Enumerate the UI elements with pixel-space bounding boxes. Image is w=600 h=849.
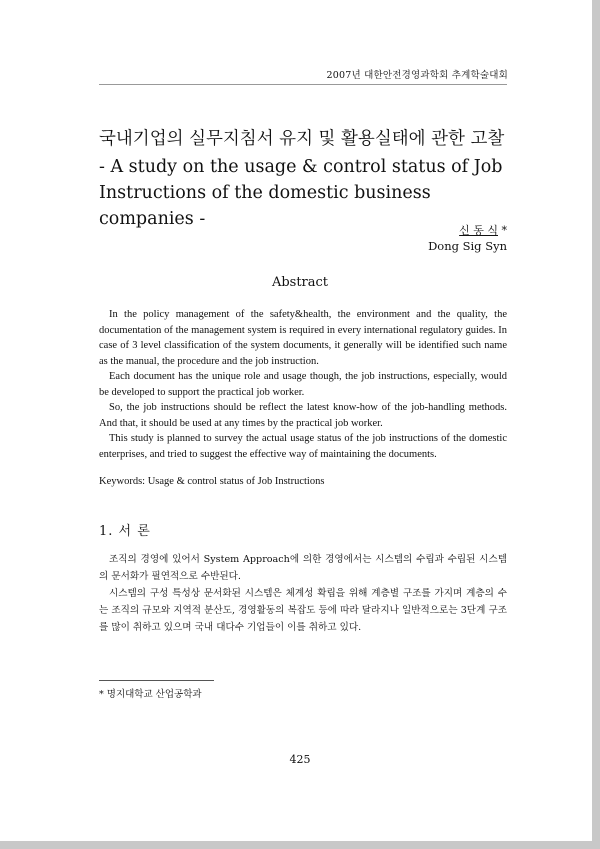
page-frame-bottom	[0, 841, 600, 849]
abstract-heading: Abstract	[271, 275, 329, 290]
title-english-line1: - A study on the usage & control status of Job	[99, 157, 503, 177]
author-korean	[459, 222, 507, 238]
footnote: * 명지대학교 산업공학과	[99, 689, 202, 700]
abstract-paragraph: This study is planned to survey the actual usage status of the job instructions of the domestic enterprises, and tried to suggest the effective way of maintaining the documents.	[99, 433, 507, 460]
abstract-paragraph: Each document has the unique role and usage though, the job instructions, especially, would be developed to support the practical job worker.	[99, 371, 507, 398]
footnote-rule	[99, 680, 214, 681]
page-number: 425	[289, 753, 311, 766]
conference-header: 2007년 대한안전경영과학회 추계학술대회	[326, 70, 508, 81]
author-footnote-marker: *	[501, 224, 507, 237]
abstract-paragraph: In the policy management of the safety&health, the environment and the quality, the documentation of the management system is required in every international regulatory guides. In case of 3 level classification of the system documents, it generally will be identified such name as the manual, the procedure and the job instruction.	[99, 309, 507, 367]
title-english-line2: Instructions of the domestic business companies -	[99, 183, 431, 229]
header-rule	[99, 84, 507, 85]
section-body	[99, 551, 507, 636]
abstract-body	[99, 307, 507, 462]
section-heading: 1. 서 론	[99, 524, 151, 539]
body-paragraph: 시스템의 구성 특성상 문서화된 시스템은 체계성 확립을 위해 계층별 구조를 가지며 계층의 수는 조직의 규모와 지역적 분산도, 경영활동의 복잡도 등에 따라 달라지나 일반적으로는 3단계 구조를 많이 취하고 있으며 국내 대다수 기업들이 이를 취하고 있다.	[99, 588, 507, 633]
body-paragraph: 조직의 경영에 있어서 System Approach에 의한 경영에서는 시스템의 수립과 수립된 시스템의 문서화가 필연적으로 수반된다.	[99, 554, 507, 582]
title-korean: 국내기업의 실무지침서 유지 및 활용실태에 관한 고찰	[99, 129, 505, 149]
author-english-name: Dong Sig Syn	[428, 239, 507, 253]
keywords: Keywords: Usage & control status of Job Instructions	[99, 476, 325, 487]
author-korean-name: 신 동 식	[459, 224, 498, 237]
abstract-paragraph: So, the job instructions should be reflect the latest know-how of the job-handling methods. And that, it should be used at any times by the practical job worker.	[99, 402, 507, 429]
page-frame-right	[592, 0, 600, 849]
